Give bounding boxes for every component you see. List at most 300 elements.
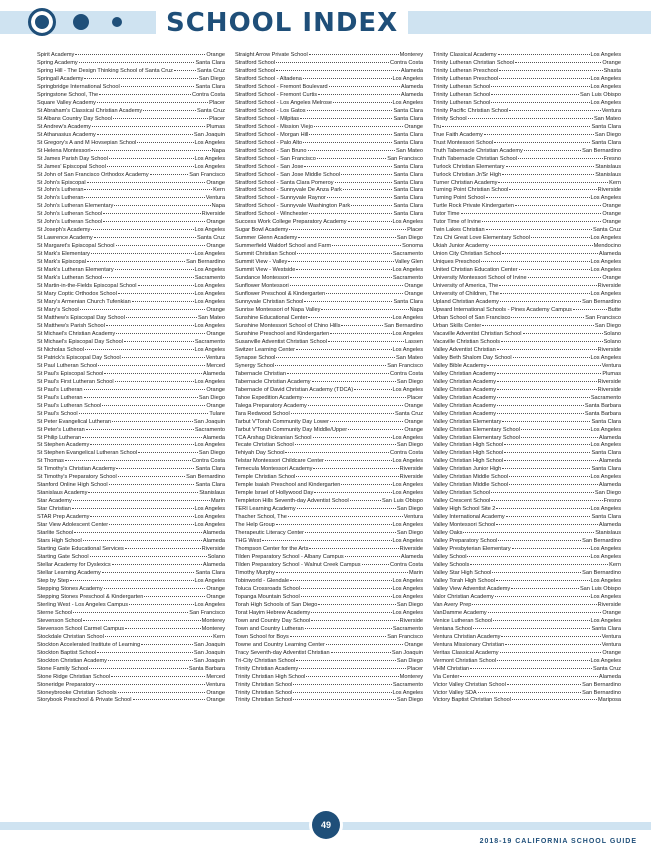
county-name: Santa Clara — [195, 482, 225, 489]
county-name: San Diego — [396, 235, 423, 242]
index-entry — [37, 530, 225, 538]
school-name: Temple Israel of Hollywood Day — [235, 490, 314, 497]
index-entry — [235, 634, 423, 642]
county-name: Orange — [206, 697, 225, 704]
dot-leader — [348, 429, 403, 430]
index-entry — [235, 283, 423, 291]
dot-leader — [133, 699, 206, 700]
dot-leader — [491, 86, 589, 87]
school-name: Tecate Christian School — [235, 442, 294, 449]
dot-leader — [296, 660, 396, 661]
index-entry — [37, 371, 225, 379]
county-name: Santa Clara — [591, 139, 621, 146]
index-entry — [235, 156, 423, 164]
index-entry — [37, 164, 225, 172]
county-name: Monterey — [399, 52, 423, 58]
county-name: Placer — [407, 227, 423, 234]
school-name: Timothy Murphy — [235, 569, 275, 576]
dot-leader — [502, 174, 594, 175]
dot-leader — [488, 612, 602, 613]
school-name: Sunrise Montessori of Napa Valley — [235, 307, 321, 313]
index-columns — [37, 52, 621, 812]
index-entry — [433, 164, 621, 172]
index-entry — [433, 203, 621, 211]
school-name: Stepping Stones Preschool & Kindergarten — [37, 593, 144, 600]
school-name: Trinity Lutheran School — [433, 83, 491, 90]
county-name: Ventura — [205, 195, 225, 202]
school-name: Starting Gate School — [37, 554, 89, 561]
county-name: Los Angeles — [590, 267, 621, 274]
county-name: Los Angeles — [590, 657, 621, 664]
index-entry — [235, 466, 423, 474]
school-name: Trinity Christian School — [235, 681, 293, 688]
index-entry — [235, 203, 423, 211]
school-name: Spring Hill - The Design Thinking School of Santa Cruz — [37, 67, 173, 74]
county-name: Alameda — [202, 434, 225, 441]
county-name: Los Angeles — [392, 386, 423, 393]
index-entry — [37, 586, 225, 594]
dot-leader — [345, 556, 400, 557]
dot-leader — [509, 110, 600, 111]
dot-leader — [515, 62, 601, 63]
index-entry — [37, 323, 225, 331]
county-name: Los Angeles — [392, 609, 423, 616]
index-entry — [433, 371, 621, 379]
header-dot-medium — [73, 14, 89, 30]
dot-leader — [104, 588, 206, 589]
index-entry — [37, 291, 225, 299]
index-entry — [37, 427, 225, 435]
dot-leader — [493, 620, 589, 621]
school-name: Turning Point Christian School — [433, 187, 509, 194]
index-entry — [37, 84, 225, 92]
school-name: Valley Christian Middle School — [433, 482, 509, 489]
dot-leader — [317, 158, 386, 159]
index-entry — [433, 211, 621, 219]
index-entry — [235, 187, 423, 195]
county-name: Alameda — [400, 83, 423, 90]
school-name: Truth Tabernacle Christian School — [433, 155, 517, 162]
index-entry — [433, 387, 621, 395]
county-name: Alameda — [598, 458, 621, 465]
county-name: Santa Clara — [393, 107, 423, 114]
dot-leader — [501, 341, 603, 342]
county-name: Alameda — [400, 67, 423, 74]
index-entry — [37, 395, 225, 403]
school-name: Stratford School - San Bruno — [235, 147, 307, 154]
dot-leader — [321, 309, 408, 310]
dot-leader — [362, 564, 390, 565]
dot-leader — [126, 317, 197, 318]
school-name: St Mary's Armenian Church Tufenkian — [37, 299, 131, 306]
school-name: St Helena Montessori — [37, 147, 91, 154]
county-name: San Bernardino — [186, 259, 225, 266]
school-name: Stratford School - Mission Viejo — [235, 123, 313, 130]
index-entry — [433, 219, 621, 227]
county-name: Orange — [206, 219, 225, 226]
school-name: Summerfield Waldorf School and Farm — [235, 243, 332, 250]
county-name: Los Angeles — [590, 83, 621, 90]
school-name: Valley Star High School — [433, 569, 492, 576]
school-name: Trinity Lutheran School — [433, 91, 491, 98]
county-name: San Joaquin — [193, 418, 225, 425]
county-name: Merced — [206, 362, 225, 369]
index-entry — [37, 76, 225, 84]
dot-leader — [304, 166, 392, 167]
dot-leader — [106, 325, 194, 326]
school-name: St Athanasius Academy — [37, 131, 96, 138]
dot-leader — [309, 213, 392, 214]
dot-leader — [303, 397, 406, 398]
county-name: Solano — [603, 338, 621, 345]
index-entry — [433, 435, 621, 443]
dot-leader — [495, 596, 590, 597]
dot-leader — [74, 532, 202, 533]
dot-leader — [109, 524, 193, 525]
index-entry — [235, 618, 423, 626]
school-name: Valley Christian Academy — [433, 370, 497, 377]
dot-leader — [70, 580, 193, 581]
index-entry — [37, 180, 225, 188]
dot-leader — [115, 269, 194, 270]
school-name: Trinity Christian High School — [235, 673, 306, 680]
school-name: St James Parish Day School — [37, 155, 108, 162]
index-entry — [433, 116, 621, 124]
dot-leader — [329, 86, 400, 87]
index-entry — [37, 267, 225, 275]
dot-leader — [497, 660, 589, 661]
index-entry — [433, 180, 621, 188]
index-entry — [235, 642, 423, 650]
school-name: Stockdale Christian School — [37, 633, 104, 640]
school-name: Sterne School — [37, 609, 73, 616]
county-name: Riverside — [597, 378, 621, 385]
index-entry — [433, 132, 621, 140]
dot-leader — [84, 189, 212, 190]
school-name: St John of San Francisco Orthodox Academy — [37, 171, 149, 178]
index-entry — [37, 538, 225, 546]
school-name: Temple Isaiah Preschool and Kindergarten — [235, 482, 341, 489]
school-name: Valley Crescent School — [433, 498, 491, 505]
index-entry — [235, 52, 423, 60]
dot-leader — [497, 413, 584, 414]
dot-leader — [122, 357, 205, 358]
school-name: United Christian Education Center — [433, 267, 518, 274]
school-name: Ukiah Junior Academy — [433, 243, 489, 250]
index-entry — [37, 339, 225, 347]
guide-title: 2018-19 CALIFORNIA SCHOOL GUIDE — [479, 838, 637, 845]
dot-leader — [496, 580, 590, 581]
index-entry — [433, 458, 621, 466]
school-name: St Thomas — [37, 458, 64, 465]
dot-leader — [103, 277, 193, 278]
index-entry — [37, 450, 225, 458]
county-name: Ventura — [601, 107, 621, 114]
county-name: Los Angeles — [590, 195, 621, 202]
county-name: Los Angeles — [392, 267, 423, 274]
school-name: St John's Episcopal — [37, 179, 86, 186]
index-entry — [37, 275, 225, 283]
county-name: Los Angeles — [590, 235, 621, 242]
school-name: Star Christian — [37, 506, 71, 513]
county-name: Los Angeles — [194, 506, 225, 513]
dot-leader — [285, 452, 389, 453]
index-entry — [433, 594, 621, 602]
index-entry — [433, 674, 621, 682]
index-entry — [433, 474, 621, 482]
dot-leader — [105, 636, 212, 637]
index-entry — [235, 562, 423, 570]
index-entry — [433, 610, 621, 618]
dot-leader — [326, 293, 403, 294]
school-name: Summit View - Westside — [235, 267, 296, 274]
index-entry — [235, 498, 423, 506]
dot-leader — [94, 237, 196, 238]
dot-leader — [276, 70, 400, 71]
school-name: Stockton Accelerated Institute of Learning — [37, 641, 141, 648]
county-name: Sacramento — [392, 625, 423, 632]
dot-leader — [509, 484, 598, 485]
dot-leader — [301, 596, 392, 597]
county-name: Los Angeles — [194, 514, 225, 521]
county-name: San Diego — [594, 322, 621, 329]
dot-leader — [107, 166, 194, 167]
county-name: Orange — [602, 219, 621, 226]
county-name: Los Angeles — [194, 251, 225, 258]
dot-leader — [486, 197, 590, 198]
index-entry — [433, 546, 621, 554]
county-name: Los Angeles — [392, 577, 423, 584]
dot-leader — [521, 437, 598, 438]
index-entry — [37, 618, 225, 626]
county-name: Solano — [603, 330, 621, 337]
county-name: Alameda — [598, 673, 621, 680]
index-entry — [235, 331, 423, 339]
school-name: Valley School — [433, 554, 467, 561]
index-entry — [37, 674, 225, 682]
dot-leader — [75, 54, 205, 55]
county-name: Stanislaus — [595, 530, 621, 537]
dot-leader — [327, 197, 393, 198]
dot-leader — [307, 110, 393, 111]
dot-leader — [481, 261, 590, 262]
dot-leader — [497, 389, 597, 390]
school-name: Tzu Chi Great Love Elementary School — [433, 235, 531, 242]
school-name: St Mark's Lutheran Elementary — [37, 267, 114, 274]
dot-leader — [463, 532, 594, 533]
school-name: St John's Lutheran School — [37, 219, 103, 226]
index-entry — [37, 251, 225, 259]
county-name: Lassen — [404, 338, 423, 345]
county-name: Orange — [404, 402, 423, 409]
school-name: Success Work College Preparatory Academy — [235, 219, 347, 226]
county-name: Contra Costa — [390, 562, 423, 568]
dot-leader — [498, 182, 608, 183]
index-entry — [433, 363, 621, 371]
county-name: Alameda — [202, 538, 225, 545]
index-entry — [37, 219, 225, 227]
county-name: Riverside — [201, 546, 225, 553]
county-name: Los Angeles — [590, 617, 621, 624]
dot-leader — [524, 150, 581, 151]
county-name: Santa Barbara — [584, 410, 621, 417]
county-name: Los Angeles — [392, 585, 423, 592]
dot-leader — [305, 532, 396, 533]
school-name: St James' Episcopal School — [37, 163, 106, 170]
school-name: Valley Preparatory School — [433, 538, 498, 545]
dot-leader — [83, 620, 201, 621]
county-name: Orange — [206, 585, 225, 592]
county-name: Contra Costa — [192, 91, 225, 98]
school-name: Twin Lakes Christian — [433, 227, 485, 234]
dot-leader — [497, 381, 597, 382]
dot-leader — [288, 516, 403, 517]
school-name: Stockton Christian Academy — [37, 657, 107, 664]
index-entry — [235, 666, 423, 674]
county-name: Riverside — [597, 346, 621, 353]
school-name: Stevenson School — [37, 617, 83, 624]
school-name: Trinity Lutheran School — [433, 99, 491, 106]
county-name: Los Angeles — [392, 538, 423, 545]
county-name: Sonoma — [402, 243, 423, 250]
school-name: STAR Prep Academy — [37, 514, 90, 521]
school-name: Springbridge International School — [37, 83, 120, 90]
school-name: Upward International Schools - Pines Academy Campus — [433, 307, 572, 313]
school-name: Vacaville Adventist Christian School — [433, 330, 522, 337]
index-entry — [235, 650, 423, 658]
index-entry — [235, 243, 423, 251]
dot-leader — [504, 444, 589, 445]
county-name: Orange — [404, 641, 423, 648]
school-name: Urban School of San Francisco — [433, 314, 511, 321]
county-name: Ventura — [403, 514, 423, 521]
school-name: St Peter Evangelical Lutheran — [37, 418, 112, 425]
school-name: Stratford School - Los Angeles Melrose — [235, 99, 333, 106]
county-name: Orange — [602, 275, 621, 282]
county-name: San Bernardino — [582, 569, 621, 576]
index-entry — [37, 227, 225, 235]
county-name: Santa Clara — [195, 59, 225, 66]
index-entry — [37, 283, 225, 291]
dot-leader — [276, 524, 392, 525]
school-name: Summit Christian School — [235, 251, 297, 258]
school-name: Trust Montessori School — [433, 139, 494, 146]
index-entry — [433, 522, 621, 530]
index-entry — [235, 610, 423, 618]
school-name: Sunflower Montessori — [235, 283, 289, 290]
index-entry — [235, 227, 423, 235]
index-entry — [433, 538, 621, 546]
index-entry — [235, 140, 423, 148]
index-entry — [235, 267, 423, 275]
dot-leader — [509, 476, 589, 477]
county-name: Alameda — [202, 562, 225, 568]
index-entry — [37, 442, 225, 450]
county-name: Los Angeles — [194, 283, 225, 290]
dot-leader — [502, 421, 590, 422]
index-entry — [433, 68, 621, 76]
index-entry — [37, 522, 225, 530]
index-entry — [37, 602, 225, 610]
county-name: San Diego — [396, 506, 423, 513]
county-name: Los Angeles — [392, 314, 423, 321]
county-name: San Luis Obispo — [579, 91, 621, 98]
index-entry — [37, 211, 225, 219]
county-name: Los Angeles — [392, 522, 423, 529]
school-name: Valley Oaks — [433, 530, 463, 537]
dot-leader — [118, 692, 206, 693]
dot-leader — [341, 325, 383, 326]
index-entry — [433, 395, 621, 403]
school-name: Ventura Christian Academy — [433, 633, 501, 640]
dot-leader — [507, 684, 581, 685]
county-name: San Francisco — [585, 314, 621, 321]
dot-leader — [124, 341, 194, 342]
dot-leader — [289, 229, 406, 230]
county-name: San Bernardino — [186, 474, 225, 481]
school-name: Starlite School — [37, 530, 74, 537]
county-name: San Bernardino — [582, 538, 621, 545]
school-name: Stratford School — [235, 59, 276, 66]
county-name: Monterey — [201, 625, 225, 632]
school-name: Temecula Montessori Academy — [235, 466, 313, 473]
dot-leader — [343, 189, 392, 190]
dot-leader — [275, 365, 386, 366]
dot-leader — [306, 676, 398, 677]
dot-leader — [301, 588, 392, 589]
school-name: Vermont Christian School — [433, 657, 497, 664]
dot-leader — [262, 540, 392, 541]
dot-leader — [482, 221, 601, 222]
school-name: Van Avery Prep — [433, 601, 472, 608]
county-name: Riverside — [597, 283, 621, 290]
school-name: St John's Lutheran Elementary — [37, 203, 114, 210]
school-name: St Paul Lutheran School — [37, 362, 98, 369]
index-entry — [433, 666, 621, 674]
index-entry — [37, 474, 225, 482]
county-name: Los Angeles — [590, 354, 621, 361]
school-name: St Nicholas School — [37, 346, 84, 353]
index-entry — [433, 626, 621, 634]
school-name: St Patrick's Episcopal Day School — [37, 354, 121, 361]
index-entry — [37, 100, 225, 108]
school-name: Stratford School - Santa Clara Pomeroy — [235, 179, 334, 186]
county-name: Orange — [206, 52, 225, 58]
school-name: Sunflower Preschool & Kindergarten — [235, 291, 326, 298]
index-entry — [235, 100, 423, 108]
index-entry — [235, 116, 423, 124]
index-entry — [37, 570, 225, 578]
dot-leader — [98, 365, 205, 366]
school-name: St Paul's First Lutheran School — [37, 378, 114, 385]
school-name: Turning Point School — [433, 195, 485, 202]
school-name: Stockton Baptist School — [37, 649, 97, 656]
county-name: Santa Barbara — [188, 665, 225, 672]
school-name: Sterling West - Los Angeles Campus — [37, 601, 128, 608]
county-name: San Diego — [396, 601, 423, 608]
school-name: Stratford School - Milpitas — [235, 115, 300, 122]
index-entry — [235, 435, 423, 443]
school-name: Valley Christian Elementary School — [433, 434, 520, 441]
county-name: Orange — [206, 330, 225, 337]
county-name: Placer — [407, 665, 423, 672]
index-entry — [433, 650, 621, 658]
school-name: Valley Christian School — [433, 490, 491, 497]
school-name: VHM Christian — [433, 665, 470, 672]
dot-leader — [350, 500, 381, 501]
dot-leader — [494, 142, 590, 143]
school-name: Valley Christian Elementary School — [433, 426, 520, 433]
